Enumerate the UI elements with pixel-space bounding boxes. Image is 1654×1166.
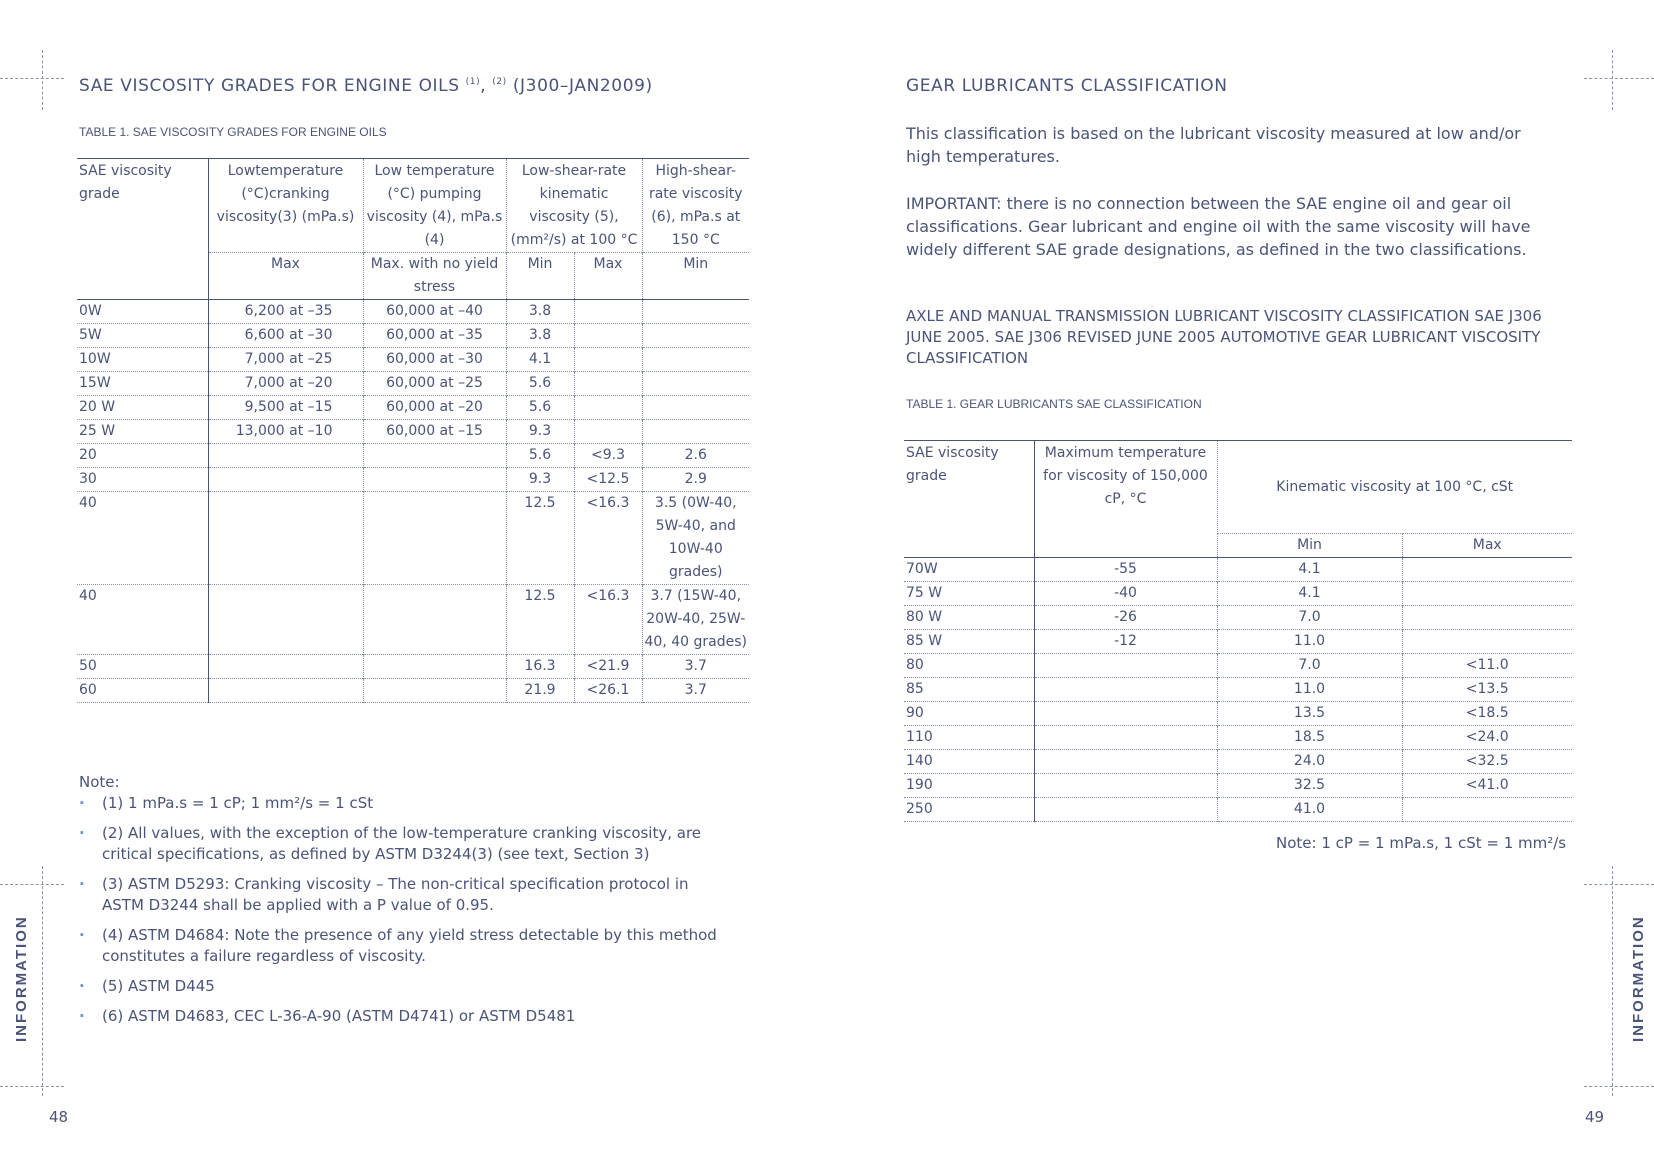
table-row — [77, 348, 749, 372]
cell-hths — [642, 348, 749, 372]
header-sae-grade: SAE viscosity grade — [79, 163, 172, 202]
cell-hths — [642, 420, 749, 444]
table-row — [77, 420, 749, 444]
cell-grade: 50 — [79, 658, 97, 674]
header-sae-grade: SAE viscosity grade — [906, 445, 999, 484]
cell-crank — [208, 492, 363, 585]
cell-hths: 2.6 — [642, 444, 749, 468]
cell-hths: 3.7 (15W-40, 20W-40, 25W-40, 40 grades) — [642, 585, 749, 655]
cell-hths: 3.7 — [642, 655, 749, 679]
cell-crank: 6,600 at –30 — [208, 324, 363, 348]
cell-pump — [363, 444, 506, 468]
cell-min: 32.5 — [1217, 774, 1402, 798]
cell-grade: 20 W — [79, 399, 116, 415]
table-row — [77, 324, 749, 348]
cell-kmin: 9.3 — [506, 468, 574, 492]
cell-pump: 60,000 at –25 — [363, 372, 506, 396]
units-note: Note: 1 cP = 1 mPa.s, 1 cSt = 1 mm²/s — [1276, 834, 1567, 852]
cell-pump — [363, 492, 506, 585]
table-row — [77, 300, 749, 324]
cell-pump: 60,000 at –30 — [363, 348, 506, 372]
table-row — [77, 372, 749, 396]
cell-crank: 6,200 at –35 — [208, 300, 363, 324]
cell-hths: 3.5 (0W-40, 5W-40, and 10W-40 grades) — [642, 492, 749, 585]
cell-hths: 2.9 — [642, 468, 749, 492]
cell-grade: 70W — [906, 561, 938, 577]
cell-kmin: 4.1 — [506, 348, 574, 372]
cell-kmin: 3.8 — [506, 324, 574, 348]
engine-oil-viscosity-table — [77, 158, 749, 703]
note-item: · (4) ASTM D4684: Note the presence of any yield stress detectable by this method constitutes a failure regardless of viscosity. — [79, 925, 729, 967]
crop-mark — [0, 78, 64, 79]
cell-kmax — [574, 324, 642, 348]
cell-grade: 15W — [79, 375, 111, 391]
notes-block — [79, 773, 729, 1036]
cell-temp — [1034, 750, 1217, 774]
cell-temp: -12 — [1034, 630, 1217, 654]
subheader-max: Max — [1402, 534, 1572, 558]
table-row — [77, 468, 749, 492]
section-title-gear-lubricants: GEAR LUBRICANTS CLASSIFICATION — [906, 76, 1228, 96]
cell-crank: 13,000 at –10 — [208, 420, 363, 444]
cell-pump: 60,000 at –20 — [363, 396, 506, 420]
cell-kmax: <21.9 — [574, 655, 642, 679]
cell-crank — [208, 585, 363, 655]
table-row — [904, 702, 1572, 726]
cell-grade: 85 — [906, 681, 924, 697]
cell-pump — [363, 468, 506, 492]
table-row — [904, 798, 1572, 822]
subheader-pumping-max: Max. with no yield stress — [363, 253, 506, 300]
side-tab-right: INFORMATION — [1630, 915, 1647, 1042]
subheader-spacer — [77, 253, 208, 300]
note-item: · (5) ASTM D445 — [79, 976, 729, 997]
cell-hths — [642, 396, 749, 420]
cell-min: 4.1 — [1217, 582, 1402, 606]
table-row — [77, 585, 749, 655]
cell-kmax — [574, 396, 642, 420]
table-row — [904, 726, 1572, 750]
cell-crank — [208, 468, 363, 492]
cell-temp — [1034, 798, 1217, 822]
subheader-cranking-max: Max — [208, 253, 363, 300]
cell-pump: 60,000 at –35 — [363, 324, 506, 348]
cell-max: <41.0 — [1402, 774, 1572, 798]
cell-min: 13.5 — [1217, 702, 1402, 726]
subheader-min: Min — [1217, 534, 1402, 558]
crop-mark — [1612, 50, 1613, 110]
crop-mark — [1584, 78, 1654, 79]
crop-mark — [1584, 1086, 1654, 1087]
cell-min: 18.5 — [1217, 726, 1402, 750]
footnote-ref: (2) — [492, 77, 507, 87]
cell-grade: 85 W — [906, 633, 943, 649]
cell-min: 7.0 — [1217, 606, 1402, 630]
note-item: · (2) All values, with the exception of the low-temperature cranking viscosity, are critical specifications, as defined by ASTM D3244(3) (see text, Section 3) — [79, 823, 729, 865]
cell-kmin: 21.9 — [506, 679, 574, 703]
cell-kmin: 12.5 — [506, 585, 574, 655]
crop-mark — [0, 1086, 64, 1087]
cell-grade: 30 — [79, 471, 97, 487]
title-separator: , — [480, 76, 487, 96]
cell-grade: 250 — [906, 801, 933, 817]
cell-max — [1402, 630, 1572, 654]
cell-kmax: <16.3 — [574, 585, 642, 655]
table-row — [77, 444, 749, 468]
gear-lubricant-table — [904, 440, 1572, 822]
cell-crank — [208, 655, 363, 679]
cell-temp: -40 — [1034, 582, 1217, 606]
cell-kmax — [574, 300, 642, 324]
cell-kmax — [574, 348, 642, 372]
cell-grade: 60 — [79, 682, 97, 698]
table-row — [904, 750, 1572, 774]
cell-pump: 60,000 at –40 — [363, 300, 506, 324]
cell-kmin: 16.3 — [506, 655, 574, 679]
cell-grade: 20 — [79, 447, 97, 463]
table-caption-engine-oils: TABLE 1. SAE VISCOSITY GRADES FOR ENGINE OILS — [79, 125, 387, 139]
cell-kmax — [574, 372, 642, 396]
cell-hths: 3.7 — [642, 679, 749, 703]
cell-max: <13.5 — [1402, 678, 1572, 702]
table-row — [904, 558, 1572, 582]
crop-mark — [0, 884, 64, 885]
table-row — [904, 774, 1572, 798]
header-kinematic-viscosity: Low-shear-rate kinematic viscosity (5), (mm²/s) at 100 °C — [506, 159, 642, 253]
cell-kmin: 3.8 — [506, 300, 574, 324]
page-number-right: 49 — [1585, 1108, 1605, 1126]
cell-kmax: <26.1 — [574, 679, 642, 703]
table-row — [904, 630, 1572, 654]
cell-max — [1402, 558, 1572, 582]
cell-crank — [208, 679, 363, 703]
cell-hths — [642, 372, 749, 396]
subheader-kinematic-min: Min — [506, 253, 574, 300]
cell-grade: 75 W — [906, 585, 943, 601]
note-item: · (1) 1 mPa.s = 1 cP; 1 mm²/s = 1 cSt — [79, 793, 729, 814]
cell-hths — [642, 324, 749, 348]
cell-grade: 80 — [906, 657, 924, 673]
cell-crank: 7,000 at –20 — [208, 372, 363, 396]
cell-max — [1402, 798, 1572, 822]
cell-max: <11.0 — [1402, 654, 1572, 678]
cell-pump — [363, 655, 506, 679]
header-cranking-viscosity: Lowtemperature (°C)cranking viscosity(3) (mPa.s) — [208, 159, 363, 253]
cell-grade: 110 — [906, 729, 933, 745]
cell-grade: 5W — [79, 327, 102, 343]
cell-max: <18.5 — [1402, 702, 1572, 726]
cell-grade: 0W — [79, 303, 102, 319]
cell-crank — [208, 444, 363, 468]
cell-temp: -55 — [1034, 558, 1217, 582]
cell-kmin: 5.6 — [506, 444, 574, 468]
cell-max — [1402, 606, 1572, 630]
cell-min: 11.0 — [1217, 630, 1402, 654]
cell-temp: -26 — [1034, 606, 1217, 630]
subheader-kinematic-max: Max — [574, 253, 642, 300]
cell-grade: 40 — [79, 588, 97, 604]
side-tab-left: INFORMATION — [13, 915, 30, 1042]
page-number-left: 48 — [49, 1108, 69, 1126]
cell-min: 11.0 — [1217, 678, 1402, 702]
crop-mark — [1584, 884, 1654, 885]
important-paragraph: IMPORTANT: there is no connection between the SAE engine oil and gear oil classifications. Gear lubricant and engine oil with the same viscosity will have widely different SAE grade designations, as defined in the two classifications. — [906, 194, 1531, 259]
cell-kmin: 12.5 — [506, 492, 574, 585]
cell-pump — [363, 679, 506, 703]
cell-temp — [1034, 678, 1217, 702]
cell-pump: 60,000 at –15 — [363, 420, 506, 444]
title-main: SAE VISCOSITY GRADES FOR ENGINE OILS — [79, 76, 460, 96]
table-row — [77, 492, 749, 585]
cell-kmax: <16.3 — [574, 492, 642, 585]
cell-grade: 90 — [906, 705, 924, 721]
crop-mark — [42, 866, 43, 1096]
intro-paragraph: This classification is based on the lubricant viscosity measured at low and/or high temperatures. — [906, 124, 1521, 166]
table-row — [77, 679, 749, 703]
cell-min: 24.0 — [1217, 750, 1402, 774]
cell-kmin: 9.3 — [506, 420, 574, 444]
footnote-ref: (1) — [465, 77, 481, 87]
table-row — [77, 396, 749, 420]
cell-grade: 80 W — [906, 609, 943, 625]
cell-grade: 10W — [79, 351, 111, 367]
table-caption-gear: TABLE 1. GEAR LUBRICANTS SAE CLASSIFICATION — [906, 397, 1202, 411]
cell-grade: 25 W — [79, 423, 116, 439]
cell-kmax: <9.3 — [574, 444, 642, 468]
table-row — [904, 606, 1572, 630]
classification-subheading: AXLE AND MANUAL TRANSMISSION LUBRICANT VISCOSITY CLASSIFICATION SAE J306 JUNE 2005. SAE J306 REVISED JUNE 2005 AUTOMOTIVE GEAR LUBRICANT VISCOSITY CLASSIFICATION — [906, 307, 1542, 367]
note-item: · (3) ASTM D5293: Cranking viscosity – The non-critical specification protocol in ASTM D3244 shall be applied with a P value of 0.95. — [79, 874, 729, 916]
header-hths-viscosity: High-shear-rate viscosity (6), mPa.s at 150 °C — [642, 159, 749, 253]
crop-mark — [42, 50, 43, 110]
cell-temp — [1034, 726, 1217, 750]
cell-pump — [363, 585, 506, 655]
cell-max: <24.0 — [1402, 726, 1572, 750]
table-row — [904, 678, 1572, 702]
cell-max: <32.5 — [1402, 750, 1572, 774]
notes-list — [79, 793, 729, 1027]
header-kinematic-viscosity: Kinematic viscosity at 100 °C, cSt — [1217, 441, 1572, 534]
cell-kmin: 5.6 — [506, 396, 574, 420]
cell-hths — [642, 300, 749, 324]
crop-mark — [1612, 866, 1613, 1096]
cell-kmin: 5.6 — [506, 372, 574, 396]
table-row — [904, 582, 1572, 606]
cell-min: 4.1 — [1217, 558, 1402, 582]
header-max-temperature: Maximum temperature for viscosity of 150,000 cP, °C — [1034, 441, 1217, 558]
header-pumping-viscosity: Low temperature (°C) pumping viscosity (4), mPa.s (4) — [363, 159, 506, 253]
cell-grade: 140 — [906, 753, 933, 769]
cell-kmax: <12.5 — [574, 468, 642, 492]
title-standard: (J300–JAN2009) — [512, 76, 653, 96]
cell-grade: 190 — [906, 777, 933, 793]
table-row — [904, 654, 1572, 678]
subheader-hths-min: Min — [642, 253, 749, 300]
cell-temp — [1034, 774, 1217, 798]
note-label: Note: — [79, 773, 120, 791]
cell-max — [1402, 582, 1572, 606]
cell-grade: 40 — [79, 495, 97, 511]
note-item: · (6) ASTM D4683, CEC L-36-A-90 (ASTM D4741) or ASTM D5481 — [79, 1006, 729, 1027]
cell-crank: 7,000 at –25 — [208, 348, 363, 372]
cell-temp — [1034, 702, 1217, 726]
cell-kmax — [574, 420, 642, 444]
cell-min: 7.0 — [1217, 654, 1402, 678]
cell-crank: 9,500 at –15 — [208, 396, 363, 420]
cell-temp — [1034, 654, 1217, 678]
table-row — [77, 655, 749, 679]
section-title-engine-oils — [79, 76, 653, 96]
cell-min: 41.0 — [1217, 798, 1402, 822]
